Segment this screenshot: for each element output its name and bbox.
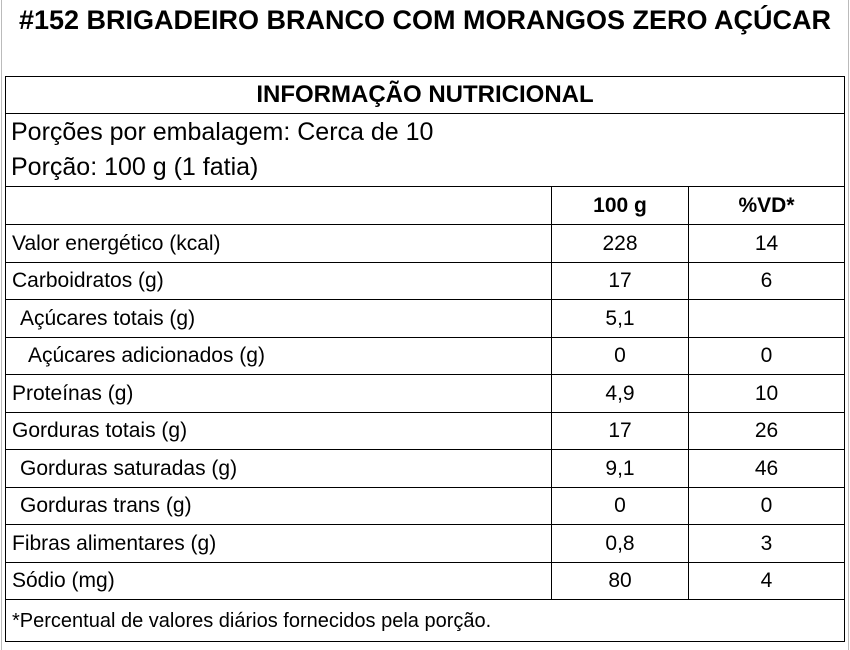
nutrient-row [6, 562, 845, 600]
nutrient-name: Valor energético (kcal) [6, 225, 552, 263]
nutrient-row [6, 525, 845, 563]
nutrient-amount: 17 [552, 412, 689, 450]
footnote-row [6, 600, 845, 642]
nutrient-name: Fibras alimentares (g) [6, 525, 552, 563]
nutrient-name: Açúcares totais (g) [6, 300, 552, 338]
column-header-empty [6, 187, 552, 225]
footnote: *Percentual de valores diários fornecidos pela porção. [6, 600, 845, 642]
nutrient-row [6, 337, 845, 375]
nutrient-name: Proteínas (g) [6, 375, 552, 413]
column-header-dv: %VD* [689, 187, 845, 225]
nutrient-dv: 3 [689, 525, 845, 563]
nutrition-facts-table [5, 76, 845, 642]
page-right-border [848, 0, 849, 650]
portions-cell [6, 114, 845, 187]
nutrient-row [6, 262, 845, 300]
column-header-amount: 100 g [552, 187, 689, 225]
section-heading-row [6, 77, 845, 114]
nutrient-amount: 0 [552, 337, 689, 375]
nutrient-dv: 10 [689, 375, 845, 413]
portions-row [6, 114, 845, 187]
nutrient-row [6, 300, 845, 338]
nutrient-name: Gorduras trans (g) [6, 487, 552, 525]
nutrient-dv: 6 [689, 262, 845, 300]
nutrient-name: Açúcares adicionados (g) [6, 337, 552, 375]
nutrient-name: Gorduras saturadas (g) [6, 450, 552, 488]
nutrient-dv: 46 [689, 450, 845, 488]
portions-per-package: Porções por embalagem: Cerca de 10 [11, 118, 434, 146]
nutrient-dv [689, 300, 845, 338]
nutrient-name: Sódio (mg) [6, 562, 552, 600]
nutrient-row [6, 225, 845, 263]
page-left-border [1, 0, 2, 650]
nutrient-row [6, 487, 845, 525]
nutrient-name: Carboidratos (g) [6, 262, 552, 300]
nutrient-amount: 5,1 [552, 300, 689, 338]
portion-size: Porção: 100 g (1 fatia) [11, 153, 259, 181]
nutrient-amount: 80 [552, 562, 689, 600]
nutrient-dv: 26 [689, 412, 845, 450]
nutrient-amount: 0 [552, 487, 689, 525]
nutrient-amount: 0,8 [552, 525, 689, 563]
nutrient-dv: 0 [689, 487, 845, 525]
nutrient-amount: 17 [552, 262, 689, 300]
nutrient-row [6, 375, 845, 413]
section-heading: INFORMAÇÃO NUTRICIONAL [6, 77, 845, 114]
nutrient-row [6, 412, 845, 450]
nutrient-dv: 14 [689, 225, 845, 263]
nutrient-amount: 4,9 [552, 375, 689, 413]
nutrient-dv: 4 [689, 562, 845, 600]
nutrient-amount: 9,1 [552, 450, 689, 488]
nutrient-name: Gorduras totais (g) [6, 412, 552, 450]
nutrient-dv: 0 [689, 337, 845, 375]
column-header-row [6, 187, 845, 225]
nutrient-row [6, 450, 845, 488]
nutrient-amount: 228 [552, 225, 689, 263]
product-title: #152 BRIGADEIRO BRANCO COM MORANGOS ZERO AÇÚCAR [18, 5, 832, 35]
